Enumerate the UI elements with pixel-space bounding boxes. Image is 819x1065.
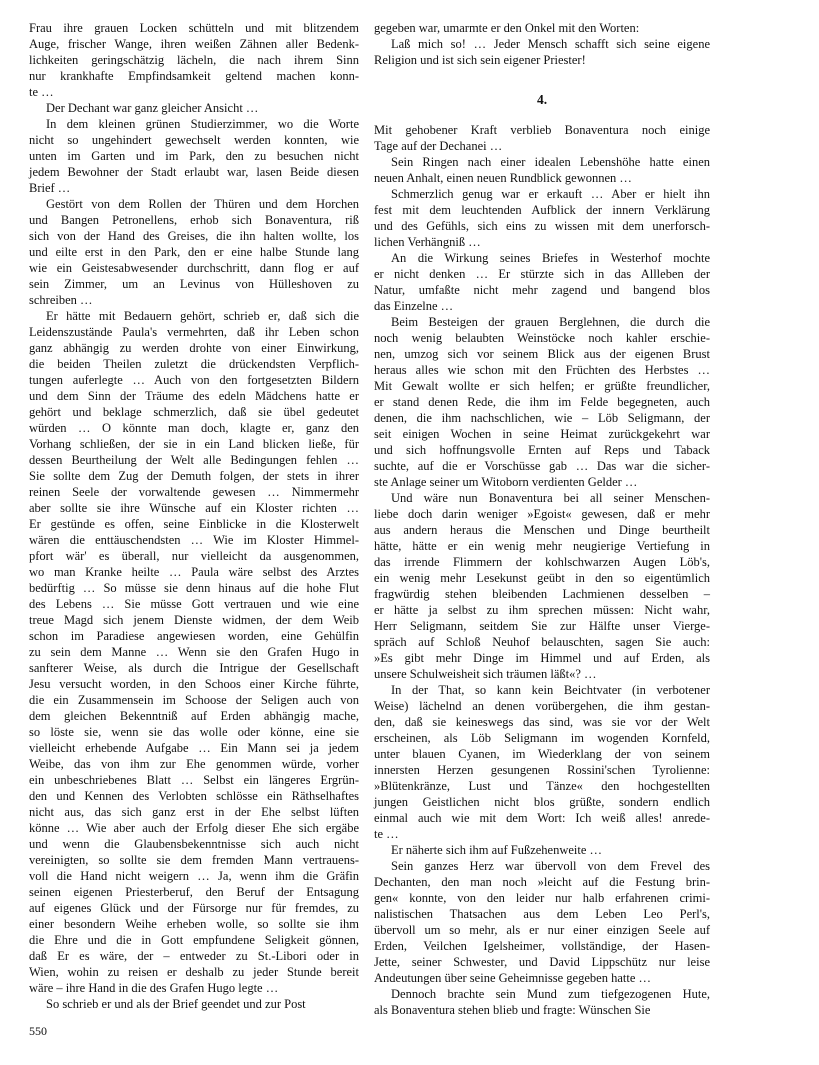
text-line: schreiben … xyxy=(29,293,93,307)
text-line: Religion und ist sich sein eigener Priester! xyxy=(374,53,586,67)
text-line: übervoll um so mehr, als er nur einer einzigen Seele auf xyxy=(374,923,710,937)
text-line: erscheinen, als Löb Seligmann im wogenden Kornfeld, xyxy=(374,731,710,745)
text-line: Der Dechant war ganz gleicher Ansicht … xyxy=(46,101,259,115)
text-line: Mit gehobener Kraft verblieb Bonaventura noch einige xyxy=(374,123,710,137)
text-line: In der That, so kann kein Beichtvater (in verbotener xyxy=(391,683,710,697)
paragraph xyxy=(374,682,710,842)
text-line: vereinigten, so sollte sie dem fremden Mann vertrauens- xyxy=(29,853,359,867)
text-line: heraus alles wie schon mit den Früchten des Herbstes … xyxy=(374,363,710,377)
paragraph xyxy=(29,996,359,1012)
text-line: Jette, seiner Schwester, und David Lippschütz nur leise xyxy=(374,955,710,969)
text-line: des Lebens … Sie müsse Gott vertrauen und wie eine xyxy=(29,597,359,611)
text-line: wären die enttäuschendsten … Wie im Kloster Himmel- xyxy=(29,533,359,547)
text-line: denen, die ihm nachschlichen, wie – Löb Seligmann, der xyxy=(374,411,710,425)
text-line: noch wenig belaubten Weinstöcke noch kahler erschie- xyxy=(374,331,710,345)
text-line: dessen Beurtheilung der Welt alle Bedingungen fehlen … xyxy=(29,453,359,467)
paragraph xyxy=(374,842,710,858)
text-line: daß Er es wäre, der – entweder zu St.-Libori oder in xyxy=(29,949,359,963)
text-line: das Einzelne … xyxy=(374,299,454,313)
text-line: innersten Herzen gesungenen Rossini'schen Tyrolienne: xyxy=(374,763,710,777)
page-number: 550 xyxy=(29,1024,47,1038)
text-line: fragwürdig stehen bleibenden Lachmienen desselben – xyxy=(374,587,710,601)
text-line: Jesu versucht worden, in den Schoos einer Kirche führte, xyxy=(29,677,359,691)
text-line: pfort wär' es überall, nur vielleicht da ausgenommen, xyxy=(29,549,359,563)
text-line: Beim Besteigen der grauen Berglehnen, die durch die xyxy=(391,315,710,329)
text-line: ein unbeschriebenes Blatt … Selbst ein längeres Ergrün- xyxy=(29,773,359,787)
text-line: und Bangen Petronellens, erhob sich Bonaventura, riß xyxy=(29,213,359,227)
text-line: und des Gefühls, sich eins zu wissen mit dem unerforsch- xyxy=(374,219,710,233)
text-line: te … xyxy=(374,827,399,841)
text-line: wäre – ihre Hand in die des Grafen Hugo legte … xyxy=(29,981,279,995)
paragraph xyxy=(374,154,710,186)
text-line: Brief … xyxy=(29,181,71,195)
text-line: lichkeiten geringschätzig lächeln, die nach ihrem Sinn xyxy=(29,53,359,67)
text-line: Laß mich so! … Jeder Mensch schafft sich seine eigene xyxy=(391,37,710,51)
text-line: und wenn die Glaubensbekenntnisse sich auch nicht xyxy=(29,837,359,851)
text-line: »Blütenkränze, Lust und Tänze« den hochgestellten xyxy=(374,779,710,793)
text-line: Und wäre nun Bonaventura bei all seiner Menschen- xyxy=(391,491,710,505)
text-line: Dennoch brachte sein Mund zum tiefgezogenen Hute, xyxy=(391,987,710,1001)
text-line: Er gestünde es offen, seine Einblicke in die Klosterwelt xyxy=(29,517,359,531)
paragraph xyxy=(374,314,710,490)
paragraph xyxy=(374,122,710,154)
text-line: Sein Ringen nach einer idealen Lebenshöhe hatte einen xyxy=(391,155,710,169)
text-line: das irrende Flimmern der kohlschwarzen Augen Löb's, xyxy=(374,555,710,569)
text-line: würden … O könnte man doch, klagte er, ganz den xyxy=(29,421,359,435)
text-line: Schmerzlich genug war er erkauft … Aber er hielt ihn xyxy=(391,187,710,201)
text-line: den und Kennen des Verlobten schlösse ein Räthselhaftes xyxy=(29,789,359,803)
text-line: gehört und beklage schmerzlich, daß sie übel gedeutet xyxy=(29,405,359,419)
paragraph xyxy=(374,490,710,682)
text-line: voll die Hand nicht weigern … Ja, wenn ihm die Gräfin xyxy=(29,869,359,883)
paragraph xyxy=(29,116,359,196)
text-line: nalistischen Thatsachen aus dem Leben Leo Perl's, xyxy=(374,907,710,921)
text-line: »Es gibt mehr Dinge im Himmel und auf Erden, als xyxy=(374,651,710,665)
text-line: die Ehre und die in Gott empfundene Seligkeit gönnen, xyxy=(29,933,359,947)
paragraph xyxy=(29,20,359,100)
text-line: als Bonaventura stehen blieb und fragte: Wünschen Sie xyxy=(374,1003,651,1017)
text-line: jedem Bewohner der Stadt erlaubt war, lasen Beide diesen xyxy=(29,165,359,179)
text-line: aus andern heraus die Menschen und Dinge beurtheilt xyxy=(374,523,710,537)
text-columns xyxy=(29,20,819,1018)
text-line: Sie sollte dem Zug der Demuth folgen, der stets in ihrer xyxy=(29,469,359,483)
text-line: nicht aus, das sich ganz erst in der Ehe selbst lüften xyxy=(29,805,359,819)
text-line: ganz abhängig zu werden drohte von einer Einwirkung, xyxy=(29,341,359,355)
text-line: So schrieb er und als der Brief geendet und zur Post xyxy=(46,997,306,1011)
text-line: unsere Schulweisheit sich träumen läßt«? … xyxy=(374,667,597,681)
text-line: seit einigen Wochen in seine Heimat zurückgekehrt war xyxy=(374,427,710,441)
text-line: schon im Paradiese angewiesen worden, eine Gehülfin xyxy=(29,629,359,643)
text-line: suchte, auf die er Vorschüsse gab … Das war die sicher- xyxy=(374,459,710,473)
text-line: Erden, Veilchen Igelsheimer, vollständige, der Hasen- xyxy=(374,939,710,953)
text-line: Gestört von dem Rollen der Thüren und dem Horchen xyxy=(46,197,359,211)
paragraph xyxy=(374,20,710,36)
text-line: Er näherte sich ihm auf Fußzehenweite … xyxy=(391,843,603,857)
text-line: einer besondern Weihe erheben wolle, so sollte sie ihm xyxy=(29,917,359,931)
text-line: te … xyxy=(29,85,54,99)
paragraph xyxy=(374,858,710,986)
text-line: gegeben war, umarmte er den Onkel mit den Worten: xyxy=(374,21,640,35)
text-line: unter blauen Cyanen, im Wiederklang der von seinem xyxy=(374,747,710,761)
text-line: so löste sie, wenn sie das wolle oder könne, eine sie xyxy=(29,725,359,739)
text-line: und dem Sinn der Träume des edeln Mädchens hatte er xyxy=(29,389,359,403)
paragraph xyxy=(374,250,710,314)
text-line: und eilte erst in den Park, den er eine halbe Stunde lang xyxy=(29,245,359,259)
text-line: er nicht denken … Er stürzte sich in das Allleben der xyxy=(374,267,710,281)
text-line: In dem kleinen grünen Studierzimmer, wo die Worte xyxy=(46,117,359,131)
text-line: aber sollte sie ihre Wünsche auf ein Kloster richten … xyxy=(29,501,359,515)
text-line: zu sein dem Manne … Wenn sie den Grafen Hugo in xyxy=(29,645,359,659)
text-line: Andeutungen über seine Geheimnisse gegeben hatte … xyxy=(374,971,651,985)
text-line: er hätte ja selbst zu ihm sprechen müssen: Nicht wahr, xyxy=(374,603,710,617)
text-line: Herr Seligmann, seitdem Sie zur Hälfte unser Vierge- xyxy=(374,619,710,633)
text-line: wo man Kranke heilte … Paula wäre selbst des Arztes xyxy=(29,565,359,579)
text-line: vielleicht erhebende Aufgabe … Ein Mann sei ja jedem xyxy=(29,741,359,755)
text-line: Mit Gewalt wollte er sich helfen; er grüßte freundlicher, xyxy=(374,379,710,393)
text-line: spräch auf Schloß Neuhof belauschten, sagen Sie auch: xyxy=(374,635,710,649)
paragraph xyxy=(374,186,710,250)
text-line: wie ein Geistesabwesender durchschritt, dann flog er auf xyxy=(29,261,359,275)
paragraph xyxy=(29,308,359,996)
text-line: die ein Zusammensein im Schoose der Seligen auch von xyxy=(29,693,359,707)
text-line: dem gleichen Bekenntniß auf Erden abhängig mache, xyxy=(29,709,359,723)
text-line: ste Anlage seiner um Witoborn verdienten Gelder … xyxy=(374,475,638,489)
text-line: fest mit dem leuchtenden Aufblick der innern Verklärung xyxy=(374,203,710,217)
text-line: tungen auferlegte … Auch von den fortgesetzten Bildern xyxy=(29,373,359,387)
text-line: nicht so ungehindert gewechselt werden konnten, wie xyxy=(29,133,359,147)
text-line: Sein ganzes Herz war übervoll von dem Frevel des xyxy=(391,859,710,873)
text-line: Natur, umfaßte nicht mehr zagend und bangend blos xyxy=(374,283,710,297)
text-line: Vorhang schließen, der sie in ein Land blicken ließe, für xyxy=(29,437,359,451)
text-line: Weise) lächelnd an denen vorübergehen, die ihm gestan- xyxy=(374,699,710,713)
paragraph xyxy=(29,196,359,308)
paragraph xyxy=(374,986,710,1018)
text-line: Leidenszustände Paula's vermehrten, daß ihr Leben schon xyxy=(29,325,359,339)
text-line: ein wenig mehr Lesekunst geübt in den so eigentümlich xyxy=(374,571,710,585)
text-line: lichen Verhängniß … xyxy=(374,235,481,249)
left-column xyxy=(29,20,359,1018)
chapter-heading: 4. xyxy=(536,92,548,107)
text-line: könne … Wie aber auch der Erfolg dieser Ehe sich ergäbe xyxy=(29,821,359,835)
text-line: er stand denen Rede, die ihm im Felde begegneten, auch xyxy=(374,395,710,409)
text-line: sich von der Hand des Greises, die ihn halten wollte, los xyxy=(29,229,359,243)
text-line: sein Zimmer, um an Levinus von Hülleshoven zu xyxy=(29,277,359,291)
text-line: die beiden Theilen zuletzt die drückendsten Verpflich- xyxy=(29,357,359,371)
text-line: sanfterer Weise, als durch die Intrigue der Gesellschaft xyxy=(29,661,359,675)
text-line: reinen Seele der vorwaltende gewesen … Nimmermehr xyxy=(29,485,359,499)
text-line: nur krankhafte Empfindsamkeit geltend machen konn- xyxy=(29,69,359,83)
text-line: auf eigenes Glück und der Fürsorge nur für fremdes, zu xyxy=(29,901,359,915)
text-line: und sich hoffnungsvolle Ernten auf Reps und Taback xyxy=(374,443,710,457)
paragraph xyxy=(374,36,710,68)
text-line: liebe doch darin weniger »Egoist« gewesen, daß er mehr xyxy=(374,507,710,521)
text-line: An die Wirkung seines Briefes in Westerhof mochte xyxy=(391,251,710,265)
text-line: hätte, hätte er ein wenig mehr neugierige Vertiefung in xyxy=(374,539,710,553)
text-line: bedürftig … So müsse sie denn hinaus auf die hohe Flut xyxy=(29,581,359,595)
text-line: den, daß sie keineswegs das sind, was sie vor der Welt xyxy=(374,715,710,729)
text-line: Wien, wohin zu reisen er deshalb zu jeder Stunde bereit xyxy=(29,965,359,979)
text-line: Dechanten, den man noch »leicht auf die Festung brin- xyxy=(374,875,710,889)
paragraph xyxy=(29,100,359,116)
text-line: seinen eigenen Priesterberuf, den Beruf der Entsagung xyxy=(29,885,359,899)
text-line: Er hätte mit Bedauern gehört, schrieb er, daß sich die xyxy=(46,309,359,323)
text-line: Frau ihre grauen Locken schütteln und mit blitzendem xyxy=(29,21,359,35)
text-line: unten im Garten und im Park, den zu besuchen nicht xyxy=(29,149,359,163)
right-column xyxy=(374,20,710,1018)
text-line: einmal auch wie mit dem Wort: Ich weiß alles! anrede- xyxy=(374,811,710,825)
text-line: Tage auf der Dechanei … xyxy=(374,139,503,153)
text-line: gen« konnte, von den leider nur halb erfahrenen crimi- xyxy=(374,891,710,905)
text-line: jungen Geistlichen nicht blos grüßte, sondern endlich xyxy=(374,795,710,809)
text-line: Auge, frischer Wange, ihren weißen Zähnen aller Bedenk- xyxy=(29,37,359,51)
text-line: nen, umzog sich vor seinem Blick aus der eigenen Brust xyxy=(374,347,710,361)
text-line: treue Magd sich jenem Dienste widmen, der dem Weib xyxy=(29,613,359,627)
text-line: Weibe, das von ihm zur Ehe genommen würde, vorher xyxy=(29,757,359,771)
text-line: neuen Anhalt, einen neuen Rundblick gewonnen … xyxy=(374,171,632,185)
